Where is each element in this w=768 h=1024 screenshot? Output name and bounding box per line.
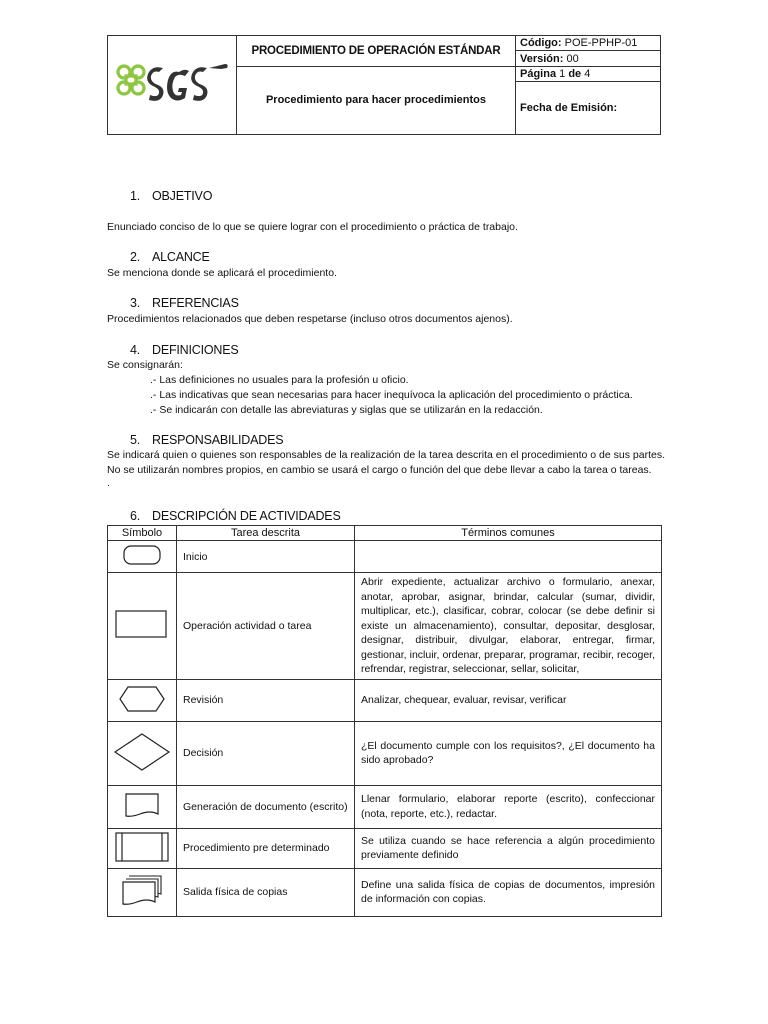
terms-cell: Se utiliza cuando se hace referencia a algún procedimiento previamente definido [355,828,662,868]
version-cell [516,51,661,66]
table-row [108,679,662,721]
hexagon-icon [118,685,166,713]
activities-table [107,525,662,917]
paragraph-line: . [107,477,110,489]
column-header: Símbolo [108,526,177,541]
code-label: Código: [520,37,562,50]
doc-title: Procedimiento para hacer procedimientos [265,94,487,107]
task-cell: Salida física de copias [177,868,355,916]
paragraph-line: Se indicará quien o quienes son responsables de la realización de la tarea descrita en el procedimiento o de sus partes. [107,449,666,461]
task-cell: Operación actividad o tarea [177,573,355,680]
document-icon [122,790,162,820]
table-row [108,828,662,868]
list-item: .- Se indicarán con detalle las abreviaturas y siglas que se utilizarán en la redacción. [150,404,543,416]
task-cell: Procedimiento pre determinado [177,828,355,868]
symbol-cell [108,721,177,785]
terms-cell: Define una salida física de copias de documentos, impresión de información con copias. [355,868,662,916]
section-text-referencias: Procedimientos relacionados que deben respetarse (incluso otros documentos ajenos). [107,313,513,325]
terms-cell: Analizar, chequear, evaluar, revisar, verificar [355,679,662,721]
version-label: Versión: [520,52,564,65]
section-heading-definiciones: 4. DEFINICIONES [130,343,239,357]
task-cell: Generación de documento (escrito) [177,785,355,828]
terms-cell: Abrir expediente, actualizar archivo o formulario, anexar, anotar, aprobar, asignar, brindar, calcular (sumar, dividir, multiplicar, etc.), clasificar, cobrar, colocar (se debe definir si existe un almacenamiento), consultar, depositar, desglosar, designar, distribuir, divulgar, elaborar, entregar, firmar, gestionar, incluir, ordenar, preparar, programar, recibir, recoger, refrendar, registrar, seleccionar, sellar, solicitar, [355,573,662,680]
task-cell: Decisión [177,721,355,785]
task-cell: Revisión [177,679,355,721]
section-text-definiciones [107,358,667,418]
symbol-cell [108,785,177,828]
column-header: Tarea descrita [177,526,355,541]
page-of: de [568,68,582,81]
page-total: 4 [584,68,591,81]
rectangle-icon [114,608,170,640]
section-text-alcance: Se menciona donde se aplicará el procedimiento. [107,267,337,279]
section-heading-referencias: 3. REFERENCIAS [130,296,239,310]
symbol-cell [108,573,177,680]
document-header [107,35,661,135]
table-row [108,785,662,828]
table-row [108,573,662,680]
version-value: 00 [566,52,579,65]
section-heading-objetivo: 1. OBJETIVO [130,189,213,203]
section-heading-responsabilidades: 5. RESPONSABILIDADES [130,433,284,447]
terms-cell: Llenar formulario, elaborar reporte (escrito), confeccionar (nota, reporte, etc.), redactar. [355,785,662,828]
table-row [108,541,662,573]
task-cell: Inicio [177,541,355,573]
issue-label: Fecha de Emisión: [520,102,618,115]
page-current: 1 [559,68,566,81]
page-cell [516,66,661,81]
terms-cell: ¿El documento cumple con los requisitos?, ¿El documento ha sido aprobado? [355,721,662,785]
symbol-cell [108,868,177,916]
section-text-objetivo: Enunciado conciso de lo que se quiere lograr con el procedimiento o práctica de trabajo. [107,221,518,233]
doc-type-cell [237,36,516,67]
code-value: POE-PPHP-01 [564,37,638,50]
symbol-cell [108,541,177,573]
list-item: .- Las definiciones no usuales para la profesión u oficio. [150,374,409,386]
doc-type: PROCEDIMIENTO DE OPERACIÓN ESTÁNDAR [251,44,501,57]
section-heading-actividades: 6. DESCRIPCIÓN DE ACTIVIDADES [130,509,341,523]
doc-title-cell [237,66,516,134]
diamond-icon [112,732,172,772]
definiciones-intro: Se consignarán: [107,359,183,371]
predefined-process-icon [114,831,170,863]
section-text-responsabilidades [107,448,667,488]
issue-cell [516,82,661,135]
section-heading-alcance: 2. ALCANCE [130,250,210,264]
table-row [108,868,662,916]
multi-document-icon [119,874,165,908]
code-cell [516,36,661,51]
paragraph-line: No se utilizarán nombres propios, en cambio se usará el cargo o función del que debe llevar a cabo la tarea o tareas. [107,464,652,476]
list-item: .- Las indicativas que sean necesarias para hacer inequívoca la aplicación del procedimiento o práctica. [150,389,633,401]
column-header: Términos comunes [355,526,662,541]
symbol-cell [108,679,177,721]
logo-cell [108,36,237,135]
page-label: Página [520,68,557,81]
rounded-rect-icon [122,544,162,566]
table-row [108,721,662,785]
terms-cell [355,541,662,573]
table-header-row [108,526,662,541]
symbol-cell [108,828,177,868]
sgs-logo-icon [113,58,231,108]
